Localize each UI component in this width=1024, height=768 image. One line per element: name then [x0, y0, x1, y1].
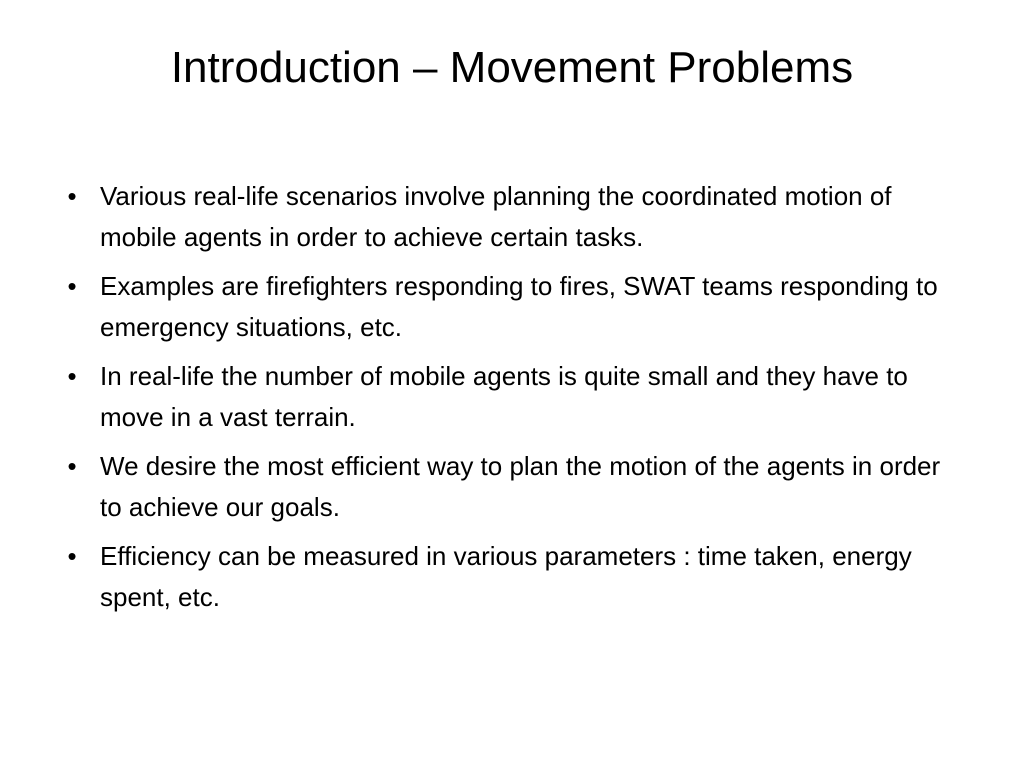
bullet-icon: •	[67, 181, 77, 211]
bullet-text: We desire the most efficient way to plan the motion of the agents in order to achieve our goals.	[100, 451, 941, 522]
bullet-item	[56, 176, 956, 258]
bullet-text: Examples are firefighters responding to fires, SWAT teams responding to emergency situations, etc.	[100, 271, 938, 342]
bullet-icon: •	[67, 361, 77, 391]
bullet-item	[56, 266, 956, 348]
bullet-icon: •	[67, 451, 77, 481]
bullet-item	[56, 356, 956, 438]
bullet-icon: •	[67, 271, 77, 301]
bullet-text: In real-life the number of mobile agents is quite small and they have to move in a vast terrain.	[100, 361, 908, 432]
bullet-text: Various real-life scenarios involve planning the coordinated motion of mobile agents in order to achieve certain tasks.	[100, 181, 892, 252]
bullet-icon: •	[67, 541, 77, 571]
slide-content	[56, 176, 956, 626]
bullet-item	[56, 536, 956, 618]
bullet-text: Efficiency can be measured in various parameters : time taken, energy spent, etc.	[100, 541, 912, 612]
bullet-list	[56, 176, 956, 618]
slide-title: Introduction – Movement Problems	[170, 43, 854, 92]
bullet-item	[56, 446, 956, 528]
